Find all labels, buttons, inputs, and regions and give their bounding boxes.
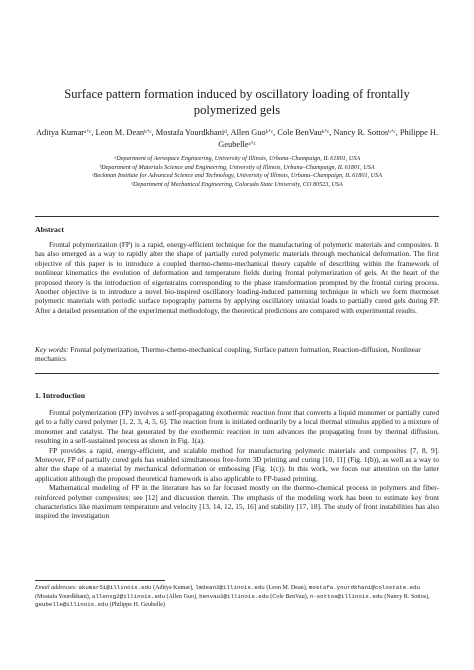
keywords-label: Key words: bbox=[35, 345, 69, 354]
intro-paragraph-2: FP provides a rapid, energy-efficient, and scalable method for manufacturing polymeric materials and composites [7, 8, 9]. Moreover, FP of partially cured gels has enabled simultaneous free-form 3D printing and curing [10, 11] (Fig. 1(b)), as well as a way to alter the shape of a material by mechanical deformation or embossing [Fig. 1(c)). In this work, we focus our attention on the latter application although the proposed theoretical framework is also applicable to FP-based printing. bbox=[35, 445, 439, 483]
paper-title: Surface pattern formation induced by oscillatory loading of frontally polymerized gels bbox=[64, 87, 410, 117]
abstract-top-rule bbox=[35, 216, 439, 217]
footnote-rule bbox=[35, 580, 165, 581]
author-list: Aditya Kumarᵃʼᶜ, Leon M. Deanᵇʼᶜ, Mostafa Yourdkhaniᵈ, Allen Guoᵇʼᶜ, Cole BenVauᵇʼᶜ, Nancy R. Sottosᵇʼᶜ, Philippe H. Geubelleᵃʼᶜ bbox=[35, 128, 439, 149]
email-owner: (Mostafa Yourdkhani), bbox=[35, 593, 91, 600]
email-link[interactable]: akumar51@illinois.edu bbox=[78, 584, 152, 591]
email-owner: (Cole BenVau), bbox=[270, 593, 309, 600]
affiliation-a: ᵃDepartment of Aerospace Engineering, University of Illinois, Urbana–Champaign, IL 61801, USA bbox=[113, 155, 361, 162]
intro-paragraph-1: Frontal polymerization (FP) involves a self-propagating exothermic reaction front that converts a liquid monomer or partially cured gel to a fully cured polymer [1, 2, 3, 4, 5, 6]. The reaction front is initiated ordinarily by a local thermal stimulus applied to a mixture of monomer and catalyst. The heat generated by the exothermic reaction in turn advances the propagating front by thermal diffusion, resulting in a self-sustained process as shown in Fig. 1(a). bbox=[35, 408, 439, 446]
email-link[interactable]: n-sottos@illinois.edu bbox=[309, 592, 383, 600]
introduction-body bbox=[35, 408, 439, 521]
email-link[interactable]: benvau2@illinois.edu bbox=[199, 592, 269, 600]
intro-paragraph-3: Mathematical modeling of FP in the literature has so far focused mostly on the thermo-chemical process in polymers and fiber-reinforced polymer composites; see [12] and discussion therein. The emphasis of the modeling work has been to estimate key front characteristics like maximum temperature and velocity [13, 14, 12, 15, 16] and stability [17, 18]. The study of front instabilities has also inspired the investigation bbox=[35, 483, 439, 521]
email-owner: (Nancy R. Sottos), bbox=[384, 593, 430, 600]
section-heading-introduction: 1. Introduction bbox=[35, 391, 86, 400]
affiliation-c: ᶜBeckman Institute for Advanced Science and Technology, University of Illinois, Urbana–Champaign, IL 61801, USA bbox=[91, 172, 383, 179]
abstract-bottom-rule bbox=[35, 373, 439, 374]
email-owner: (Allen Guo), bbox=[166, 593, 198, 600]
abstract-text: Frontal polymerization (FP) is a rapid, energy-efficient technique for the manufacturing of polymeric materials and composites. It has also emerged as a way to rapidly alter the shape of partially cured polymeric materials through mechanical deformation. The first objective of this paper is to introduce a coupled thermo-chemo-mechanical theory capable of describing within the framework of nonlinear kinematics the evolution of deformation and temperature fields during frontal polymerization of gels. At the heart of the proposed theory is the introduction of eigenstrains corresponding to the phase transformation prompted by the frontal curing process. Another objective is to introduce a novel bio-inspired oscillatory loading-induced patterning technique in which we form thermoset polymeric materials with periodic surface topography patterns by applying oscillatory uniaxial loads to partially cured gels during FP. After a detailed presentation of the experimental methodology, the theoretical predictions are compared with experimental results. bbox=[35, 240, 439, 315]
affiliation-b: ᵇDepartment of Materials Science and Engineering, University of Illinois, Urbana–Champaign, IL 61801, USA bbox=[99, 163, 375, 171]
email-link[interactable]: geubelle@illinois.edu bbox=[35, 601, 109, 609]
affiliation-d: ᵈDepartment of Mechanical Engineering, Colorado State University, CO 80523, USA bbox=[131, 180, 343, 188]
footnote-email-addresses bbox=[35, 584, 439, 610]
email-owner: (Philippe H. Geubelle) bbox=[109, 602, 165, 609]
keywords bbox=[35, 345, 439, 364]
email-link[interactable]: lmdean2@illinois.edu bbox=[195, 584, 265, 591]
affiliation-list bbox=[30, 155, 444, 189]
abstract-heading: Abstract bbox=[35, 225, 65, 234]
email-owner: (Aditya Kumar), bbox=[153, 585, 194, 591]
email-owner: (Leon M. Dean), bbox=[266, 585, 308, 591]
keywords-text: Frontal polymerization, Thermo-chemo-mechanical coupling, Surface pattern formation, Reaction-diffusion, Nonlinear mechanics bbox=[35, 345, 421, 364]
footnote-label: Email addresses: bbox=[35, 585, 77, 591]
email-link[interactable]: allenxg2@illinois.edu bbox=[91, 592, 165, 600]
email-link[interactable]: mostafa.yourdkhani@colostate.edu bbox=[308, 584, 421, 591]
